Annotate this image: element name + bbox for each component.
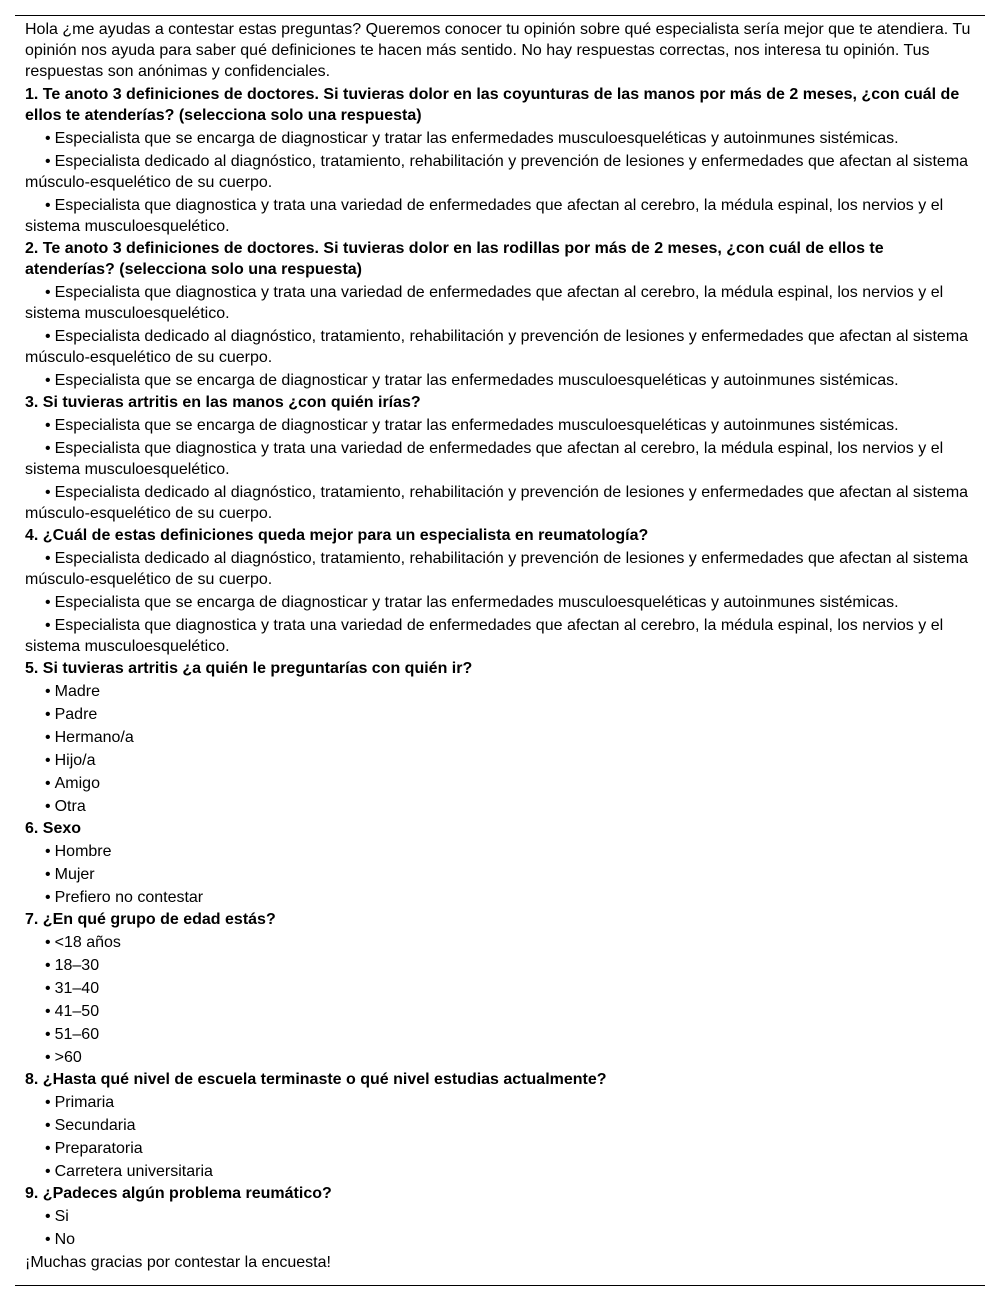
question-9-options xyxy=(25,1206,975,1250)
survey-document xyxy=(15,15,985,1286)
answer-option xyxy=(25,681,975,702)
answer-option-label: No xyxy=(54,1231,76,1248)
answer-option-label: Especialista que diagnostica y trata una variedad de enfermedades que afectan al cerebro, la médula espinal, los nervios y el sistema musculoesquelético. xyxy=(25,197,944,235)
question-2-text: 2. Te anoto 3 definiciones de doctores. Si tuvieras dolor en las rodillas por más de 2 meses, ¿con cuál de ellos te atenderías? (selecciona solo una respuesta) xyxy=(25,240,884,278)
question-5-options xyxy=(25,681,975,817)
question-6-text: 6. Sexo xyxy=(25,820,82,837)
answer-option xyxy=(25,438,975,480)
answer-option-label: Especialista dedicado al diagnóstico, tratamiento, rehabilitación y prevención de lesiones y enfermedades que afectan al sistema músculo-esquelético de su cuerpo. xyxy=(25,153,969,191)
question-1-options xyxy=(25,128,975,237)
bullet-icon: • xyxy=(45,130,51,147)
bullet-icon: • xyxy=(45,1094,51,1111)
answer-option xyxy=(25,282,975,324)
answer-option-label: Especialista que se encarga de diagnosticar y tratar las enfermedades musculoesqueléticas y autoinmunes sistémicas. xyxy=(54,594,899,611)
question-2-options xyxy=(25,282,975,391)
bullet-icon: • xyxy=(45,957,51,974)
answer-option xyxy=(25,128,975,149)
answer-option xyxy=(25,864,975,885)
question-8-options xyxy=(25,1092,975,1182)
question-block xyxy=(25,392,975,524)
bullet-icon: • xyxy=(45,843,51,860)
answer-option-label: >60 xyxy=(54,1049,82,1066)
bullet-icon: • xyxy=(45,1231,51,1248)
answer-option-label: 31–40 xyxy=(54,980,100,997)
bullet-icon: • xyxy=(45,594,51,611)
survey-closing: ¡Muchas gracias por contestar la encuesta! xyxy=(25,1254,331,1271)
answer-option xyxy=(25,370,975,391)
answer-option-label: Secundaria xyxy=(54,1117,136,1134)
survey-intro: Hola ¿me ayudas a contestar estas preguntas? Queremos conocer tu opinión sobre qué especialista sería mejor que te atendiera. Tu opinión nos ayuda para saber qué definiciones te hacen más sentido. No hay respuestas correctas, nos interesa tu opinión. Tus respuestas son anónimas y confidenciales. xyxy=(25,21,971,80)
bullet-icon: • xyxy=(45,1117,51,1134)
answer-option xyxy=(25,727,975,748)
question-3-options xyxy=(25,415,975,524)
answer-option xyxy=(25,932,975,953)
answer-option-label: Prefiero no contestar xyxy=(54,889,204,906)
answer-option xyxy=(25,151,975,193)
answer-option xyxy=(25,482,975,524)
bullet-icon: • xyxy=(45,729,51,746)
survey-content xyxy=(25,19,975,1273)
question-4-text: 4. ¿Cuál de estas definiciones queda mejor para un especialista en reumatología? xyxy=(25,527,649,544)
answer-option xyxy=(25,415,975,436)
question-block xyxy=(25,1183,975,1250)
bullet-icon: • xyxy=(45,284,51,301)
answer-option xyxy=(25,1115,975,1136)
question-6-options xyxy=(25,841,975,908)
answer-option-label: Especialista que diagnostica y trata una variedad de enfermedades que afectan al cerebro, la médula espinal, los nervios y el sistema musculoesquelético. xyxy=(25,284,944,322)
answer-option xyxy=(25,773,975,794)
answer-option xyxy=(25,796,975,817)
bullet-icon: • xyxy=(45,417,51,434)
question-block xyxy=(25,658,975,817)
answer-option-label: Amigo xyxy=(54,775,100,792)
bullet-icon: • xyxy=(45,372,51,389)
answer-option-label: Primaria xyxy=(54,1094,115,1111)
bullet-icon: • xyxy=(45,550,51,567)
answer-option-label: 51–60 xyxy=(54,1026,100,1043)
question-block xyxy=(25,1069,975,1182)
answer-option xyxy=(25,615,975,657)
answer-option xyxy=(25,1024,975,1045)
answer-option xyxy=(25,1001,975,1022)
answer-option xyxy=(25,750,975,771)
answer-option-label: Especialista que se encarga de diagnosticar y tratar las enfermedades musculoesqueléticas y autoinmunes sistémicas. xyxy=(54,130,899,147)
answer-option xyxy=(25,1092,975,1113)
question-4-options xyxy=(25,548,975,657)
answer-option xyxy=(25,955,975,976)
question-block xyxy=(25,525,975,657)
bullet-icon: • xyxy=(45,980,51,997)
answer-option-label: Preparatoria xyxy=(54,1140,143,1157)
bullet-icon: • xyxy=(45,197,51,214)
answer-option-label: Madre xyxy=(54,683,100,700)
answer-option xyxy=(25,704,975,725)
answer-option-label: Si xyxy=(54,1208,69,1225)
bullet-icon: • xyxy=(45,775,51,792)
answer-option xyxy=(25,1161,975,1182)
answer-option-label: Especialista dedicado al diagnóstico, tratamiento, rehabilitación y prevención de lesiones y enfermedades que afectan al sistema músculo-esquelético de su cuerpo. xyxy=(25,550,969,588)
answer-option xyxy=(25,1229,975,1250)
answer-option xyxy=(25,1206,975,1227)
answer-option-label: Especialista dedicado al diagnóstico, tratamiento, rehabilitación y prevención de lesiones y enfermedades que afectan al sistema músculo-esquelético de su cuerpo. xyxy=(25,328,969,366)
answer-option-label: Hombre xyxy=(54,843,112,860)
answer-option xyxy=(25,841,975,862)
question-7-text: 7. ¿En qué grupo de edad estás? xyxy=(25,911,276,928)
bullet-icon: • xyxy=(45,1049,51,1066)
answer-option xyxy=(25,978,975,999)
answer-option-label: Padre xyxy=(54,706,98,723)
bullet-icon: • xyxy=(45,706,51,723)
answer-option-label: Especialista que diagnostica y trata una variedad de enfermedades que afectan al cerebro, la médula espinal, los nervios y el sistema musculoesquelético. xyxy=(25,440,944,478)
bullet-icon: • xyxy=(45,866,51,883)
answer-option-label: Carretera universitaria xyxy=(54,1163,213,1180)
bullet-icon: • xyxy=(45,889,51,906)
answer-option xyxy=(25,1047,975,1068)
answer-option-label: Otra xyxy=(54,798,86,815)
answer-option-label: Especialista que se encarga de diagnosticar y tratar las enfermedades musculoesqueléticas y autoinmunes sistémicas. xyxy=(54,417,899,434)
question-3-text: 3. Si tuvieras artritis en las manos ¿con quién irías? xyxy=(25,394,421,411)
question-block xyxy=(25,238,975,391)
question-8-text: 8. ¿Hasta qué nivel de escuela terminaste o qué nivel estudias actualmente? xyxy=(25,1071,607,1088)
bullet-icon: • xyxy=(45,1140,51,1157)
bullet-icon: • xyxy=(45,1163,51,1180)
bullet-icon: • xyxy=(45,1026,51,1043)
bullet-icon: • xyxy=(45,683,51,700)
answer-option xyxy=(25,887,975,908)
answer-option-label: Especialista que diagnostica y trata una variedad de enfermedades que afectan al cerebro, la médula espinal, los nervios y el sistema musculoesquelético. xyxy=(25,617,944,655)
question-9-text: 9. ¿Padeces algún problema reumático? xyxy=(25,1185,332,1202)
bullet-icon: • xyxy=(45,440,51,457)
answer-option-label: 41–50 xyxy=(54,1003,100,1020)
answer-option xyxy=(25,326,975,368)
question-1-text: 1. Te anoto 3 definiciones de doctores. Si tuvieras dolor en las coyunturas de las manos por más de 2 meses, ¿con cuál de ellos te atenderías? (selecciona solo una respuesta) xyxy=(25,86,960,124)
answer-option-label: Especialista que se encarga de diagnosticar y tratar las enfermedades musculoesqueléticas y autoinmunes sistémicas. xyxy=(54,372,899,389)
answer-option xyxy=(25,548,975,590)
answer-option xyxy=(25,1138,975,1159)
bullet-icon: • xyxy=(45,1003,51,1020)
bullet-icon: • xyxy=(45,752,51,769)
answer-option-label: <18 años xyxy=(54,934,121,951)
question-block xyxy=(25,909,975,1068)
answer-option-label: Mujer xyxy=(54,866,95,883)
bullet-icon: • xyxy=(45,798,51,815)
question-7-options xyxy=(25,932,975,1068)
bullet-icon: • xyxy=(45,934,51,951)
answer-option-label: Especialista dedicado al diagnóstico, tratamiento, rehabilitación y prevención de lesiones y enfermedades que afectan al sistema músculo-esquelético de su cuerpo. xyxy=(25,484,969,522)
question-5-text: 5. Si tuvieras artritis ¿a quién le preguntarías con quién ir? xyxy=(25,660,473,677)
bullet-icon: • xyxy=(45,484,51,501)
question-block xyxy=(25,84,975,237)
bullet-icon: • xyxy=(45,153,51,170)
bullet-icon: • xyxy=(45,617,51,634)
answer-option-label: Hijo/a xyxy=(54,752,96,769)
question-block xyxy=(25,818,975,908)
answer-option-label: Hermano/a xyxy=(54,729,134,746)
answer-option-label: 18–30 xyxy=(54,957,100,974)
answer-option xyxy=(25,592,975,613)
answer-option xyxy=(25,195,975,237)
bullet-icon: • xyxy=(45,1208,51,1225)
bullet-icon: • xyxy=(45,328,51,345)
